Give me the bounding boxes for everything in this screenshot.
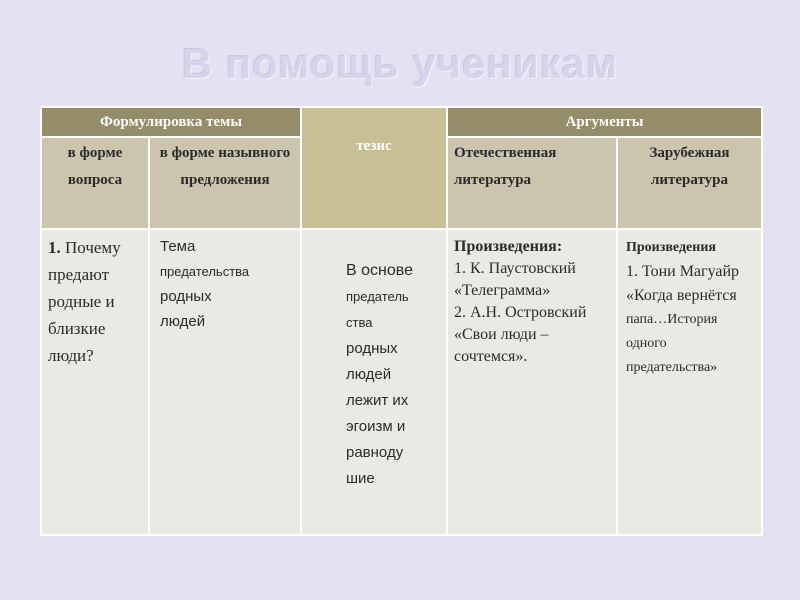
noun-line-1: Тема [160, 238, 196, 255]
domestic-work-2: 2. А.Н. Островский «Свои люди – сочтемся». [454, 304, 587, 365]
thesis-line-4: родных [346, 340, 398, 357]
question-number: 1. [48, 238, 61, 257]
thesis-cell [301, 229, 447, 535]
thesis-line-3: ства [346, 315, 373, 330]
header-topic: Формулировка темы [41, 107, 301, 137]
foreign-works-heading: Произведения [626, 240, 716, 255]
thesis-line-5: людей [346, 366, 392, 383]
topic-table [40, 106, 763, 536]
noun-line-3: родных [160, 288, 212, 305]
thesis-line-1: В основе [346, 262, 413, 279]
thesis-line-7: эгоизм и [346, 418, 406, 435]
subheader-question-form: в форме вопроса [41, 137, 149, 229]
noun-line-2: предательства [160, 264, 250, 279]
noun-line-4: людей [160, 313, 206, 330]
thesis-line-2: предатель [346, 289, 409, 304]
noun-sentence-cell [149, 229, 301, 535]
foreign-work-1: 1. Тони Магуайр «Когда вернётся [626, 263, 740, 304]
slide-title: В помощь ученикам [181, 40, 619, 87]
foreign-works-cell [617, 229, 762, 535]
foreign-work-1-subtitle: папа…История одного предательства» [626, 312, 718, 375]
domestic-works-heading: Произведения: [454, 238, 563, 255]
subheader-noun-form: в форме назывного предложения [149, 137, 301, 229]
domestic-work-1: 1. К. Паустовский «Телеграмма» [454, 260, 576, 299]
question-text: Почему предают родные и близкие люди? [48, 238, 121, 365]
thesis-line-9: шие [346, 470, 375, 487]
subheader-domestic-literature: Отечественная литература [447, 137, 617, 229]
thesis-line-6: лежит их [346, 392, 409, 409]
domestic-works-cell [447, 229, 617, 535]
header-thesis: тезис [301, 107, 447, 229]
subheader-foreign-literature: Зарубежная литература [617, 137, 762, 229]
thesis-line-8: равноду [346, 444, 404, 461]
header-arguments: Аргументы [447, 107, 762, 137]
question-cell [41, 229, 149, 535]
